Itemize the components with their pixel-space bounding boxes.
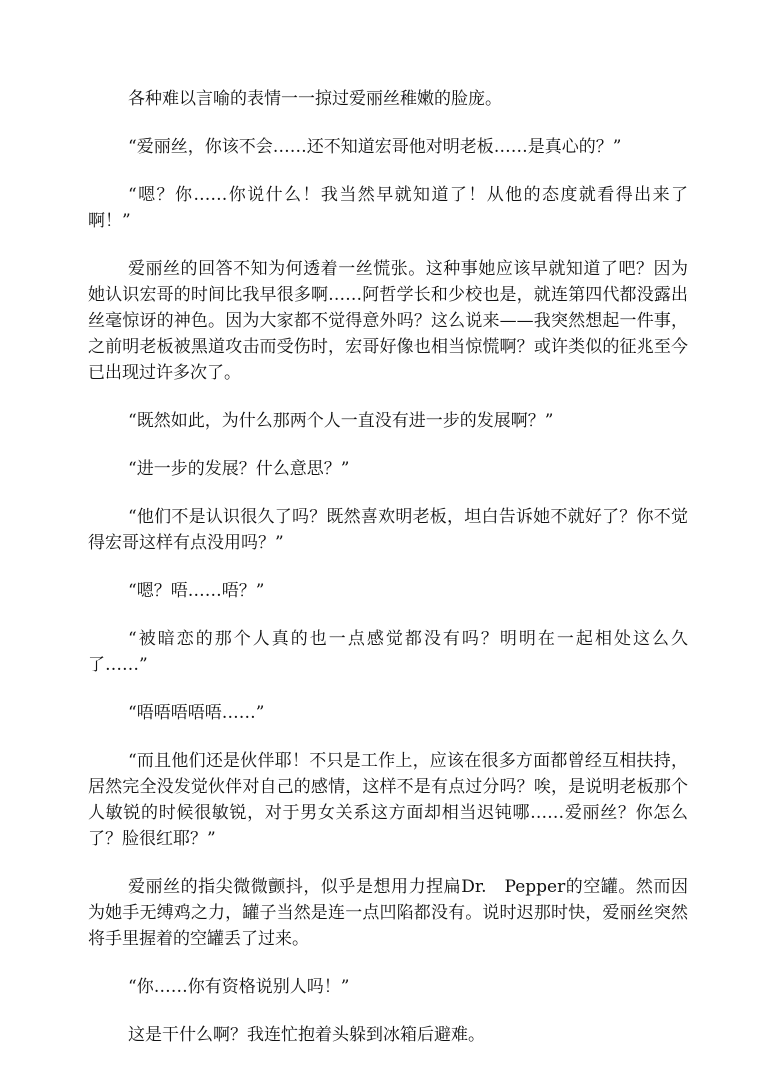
paragraph: 爱丽丝的回答不知为何透着一丝慌张。这种事她应该早就知道了吧？因为她认识宏哥的时间比我早很多啊……阿哲学长和少校也是，就连第四代都没露出丝毫惊讶的神色。因为大家都不觉得意外吗？这么说来——我突然想起一件事，之前明老板被黑道攻击而受伤时，宏哥好像也相当惊慌啊？或许类似的征兆至今已出现过许多次了。: [88, 259, 688, 383]
paragraph: “被暗恋的那个人真的也一点感觉都没有吗？明明在一起相处这么久了……”: [88, 629, 688, 675]
paragraph: “嗯？你……你说什么！我当然早就知道了！从他的态度就看得出来了啊！”: [88, 185, 688, 231]
paragraph: 这是干什么啊？我连忙抱着头躲到冰箱后避难。: [128, 1025, 485, 1045]
paragraph: “你……你有资格说别人吗！”: [128, 977, 350, 997]
paragraph: “唔唔唔唔唔……”: [128, 703, 265, 723]
paragraph: “既然如此，为什么那两个人一直没有进一步的发展啊？”: [128, 411, 554, 431]
document-page: [88, 86, 688, 1070]
paragraph: 各种难以言喻的表情一一掠过爱丽丝稚嫩的脸庞。: [128, 89, 502, 109]
paragraph: “而且他们还是伙伴耶！不只是工作上，应该在很多方面都曾经互相扶持，居然完全没发觉伙伴对自己的感情，这样不是有点过分吗？唉，是说明老板那个人敏锐的时候很敏锐，对于男女关系这方面却相当迟钝哪……爱丽丝？你怎么了？脸很红耶？”: [88, 751, 688, 849]
paragraph: “进一步的发展？什么意思？”: [128, 459, 350, 479]
paragraph: “爱丽丝，你该不会……还不知道宏哥他对明老板……是真心的？”: [128, 137, 622, 157]
paragraph: “嗯？唔……唔？”: [128, 581, 265, 601]
paragraph: “他们不是认识很久了吗？既然喜欢明老板，坦白告诉她不就好了？你不觉得宏哥这样有点没用吗？”: [88, 507, 688, 553]
paragraph: 爱丽丝的指尖微微颤抖，似乎是想用力捏扁Dr. Pepper的空罐。然而因为她手无缚鸡之力，罐子当然是连一点凹陷都没有。说时迟那时快，爱丽丝突然将手里握着的空罐丢了过来。: [88, 877, 688, 949]
